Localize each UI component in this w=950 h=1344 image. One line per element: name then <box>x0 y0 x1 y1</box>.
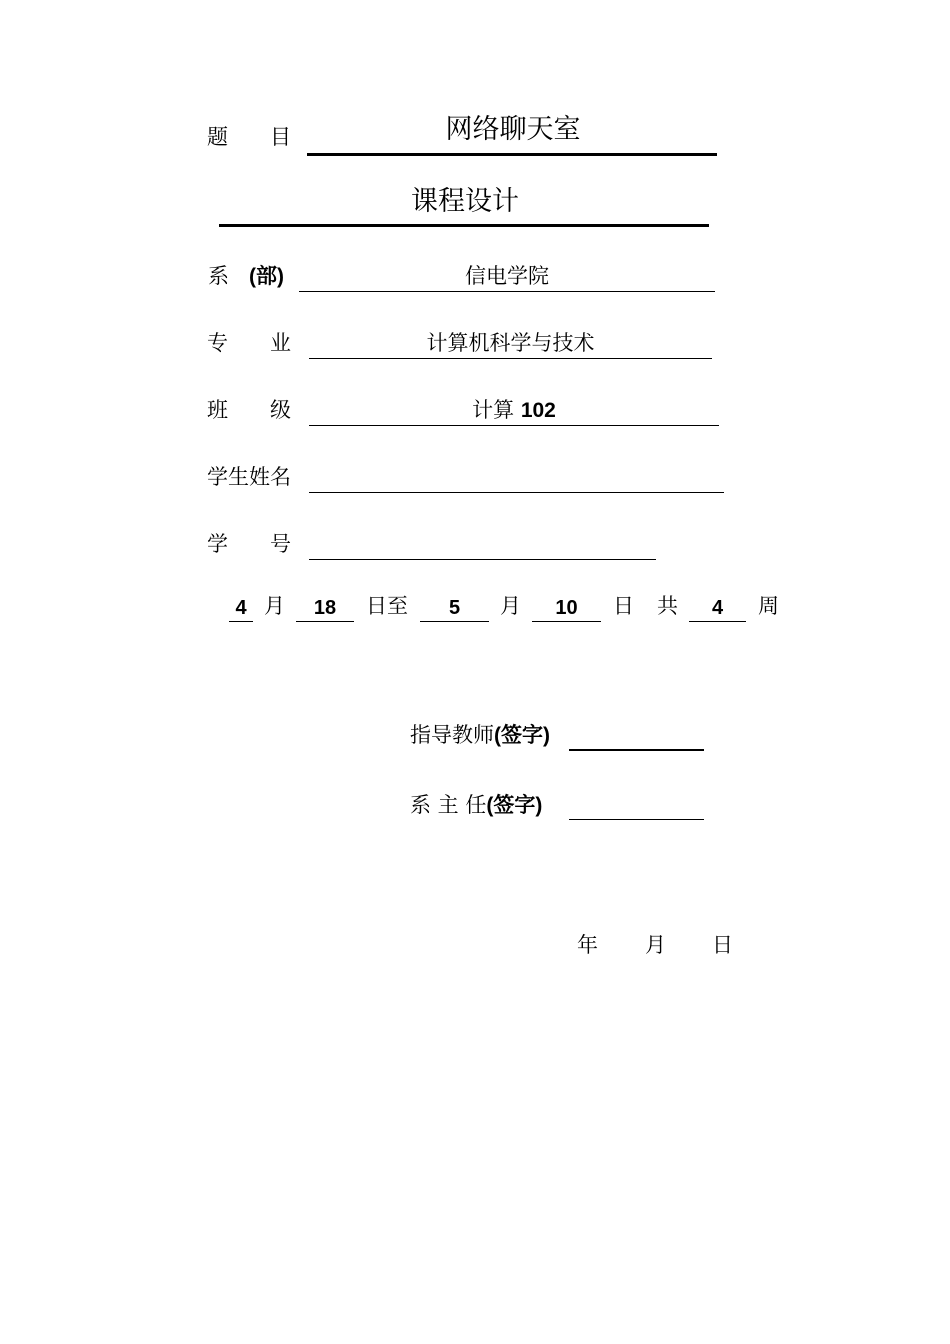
advisor-paren: (签字) <box>494 724 550 747</box>
major-value: 计算机科学与技术 <box>426 331 595 355</box>
student-id-label: 学 号 <box>207 532 291 556</box>
department-label-main: 系 <box>208 264 229 288</box>
end-month-value: 5 <box>448 597 461 619</box>
director-label: 系 主 任 <box>410 793 487 817</box>
student-name-underline <box>309 492 724 493</box>
class-value-number: 102 <box>520 399 556 422</box>
title-underline-2 <box>219 224 709 227</box>
start-day-to-label: 日至 <box>366 594 408 618</box>
start-day-value: 18 <box>313 597 337 619</box>
major-label: 专 业 <box>207 331 291 355</box>
date-month-label: 月 <box>645 933 666 957</box>
end-day-label: 日 <box>613 594 634 618</box>
end-day-underline <box>532 621 601 622</box>
student-id-underline <box>309 559 656 560</box>
director-paren: (签字) <box>486 794 543 817</box>
title-line-2: 课程设计 <box>411 186 519 217</box>
advisor-signature-line <box>569 749 704 751</box>
advisor-label: 指导教师 <box>410 723 494 747</box>
department-value: 信电学院 <box>465 264 549 288</box>
title-line-1: 网络聊天室 <box>445 114 581 145</box>
end-day-value: 10 <box>555 597 578 619</box>
director-signature-label <box>410 795 542 816</box>
date-year-label: 年 <box>577 933 598 957</box>
date-day-label: 日 <box>712 933 733 957</box>
start-month-label: 月 <box>264 594 285 618</box>
start-month-underline <box>229 621 253 622</box>
title-label: 题 目 <box>207 125 291 149</box>
weeks-underline <box>689 621 746 622</box>
class-label: 班 级 <box>207 398 291 422</box>
start-month-value: 4 <box>235 597 247 619</box>
department-label-paren: (部) <box>249 265 284 288</box>
major-underline <box>309 358 712 359</box>
weeks-value: 4 <box>711 597 724 619</box>
department-underline <box>299 291 715 292</box>
end-month-underline <box>420 621 489 622</box>
week-label: 周 <box>758 594 779 618</box>
director-signature-line <box>569 819 704 820</box>
end-month-label: 月 <box>500 594 521 618</box>
total-label: 共 <box>657 594 678 618</box>
start-day-underline <box>296 621 354 622</box>
title-underline-1 <box>307 153 717 156</box>
class-value-prefix: 计算 <box>472 398 521 422</box>
advisor-signature-label <box>410 725 550 746</box>
student-name-label: 学生姓名 <box>207 465 291 489</box>
class-underline <box>309 425 719 426</box>
department-label <box>208 266 284 287</box>
class-value <box>309 400 719 421</box>
